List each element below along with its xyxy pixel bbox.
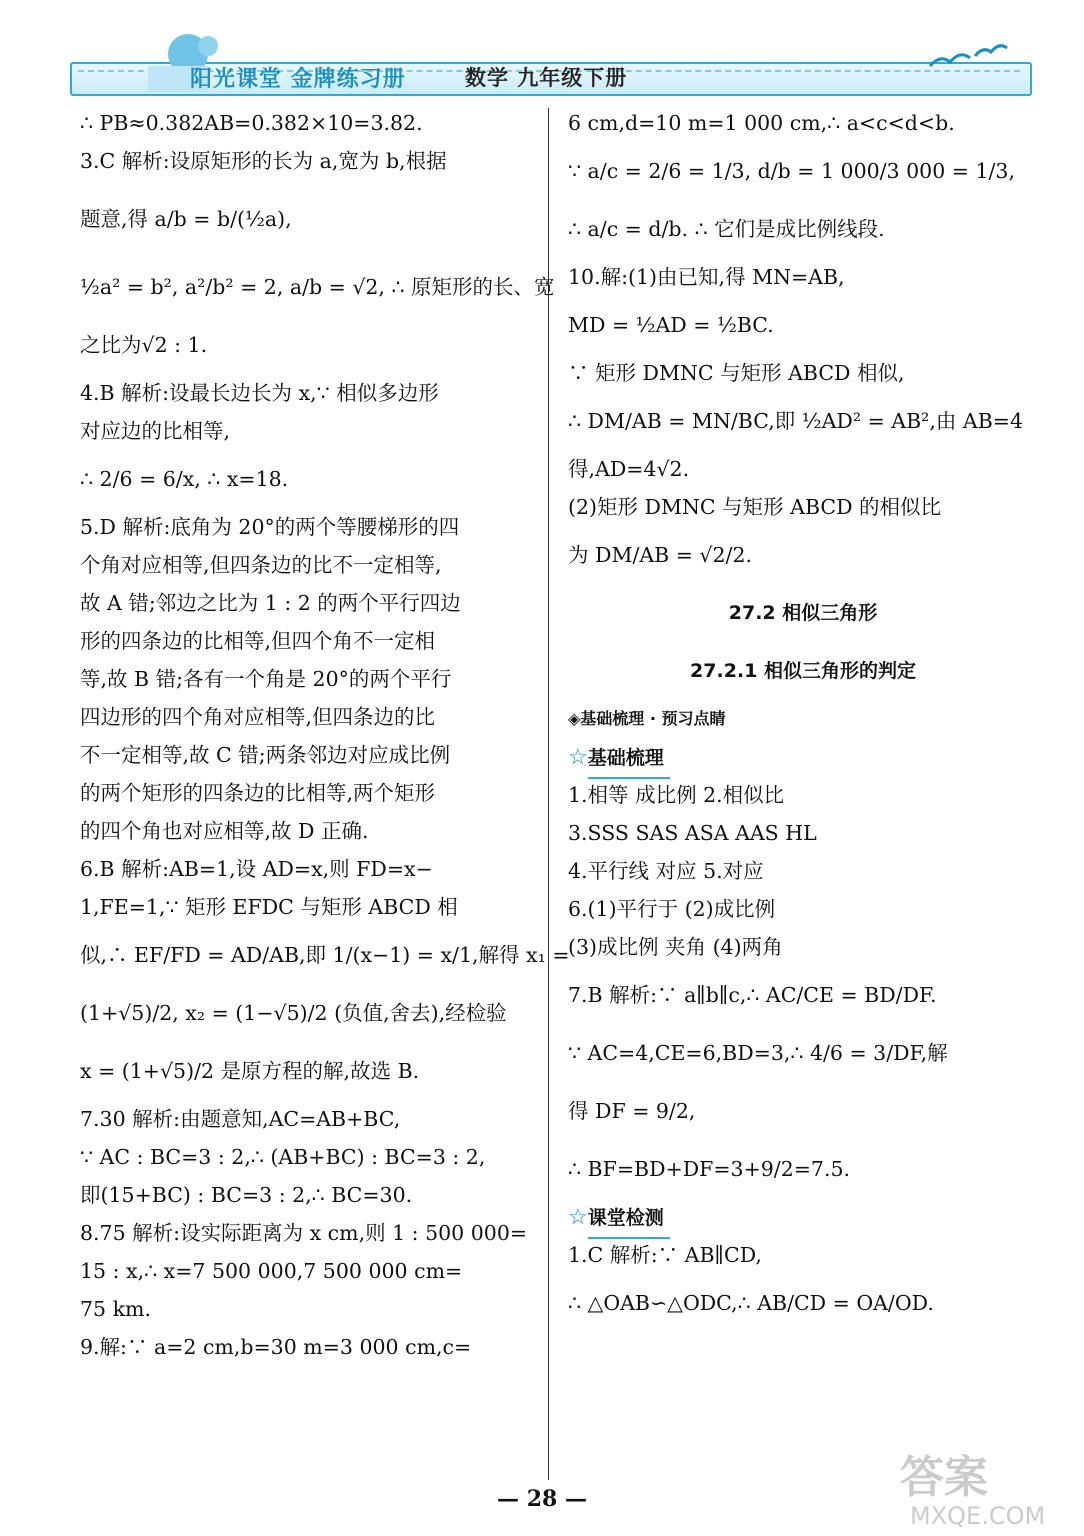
text-line: ∵ 矩形 DMNC 与矩形 ABCD 相似, (568, 361, 905, 385)
text-line: 的两个矩形的四条边的比相等,两个矩形 (80, 781, 436, 805)
text-line: 之比为√2 : 1. (80, 333, 208, 357)
text-line: 6.B 解析:AB=1,设 AD=x,则 FD=x− (80, 857, 433, 881)
text-line: 15 : x,∴ x=7 500 000,7 500 000 cm= (80, 1259, 463, 1283)
text-line: 6 cm,d=10 m=1 000 cm,∴ a<c<d<b. (568, 111, 955, 135)
text-line: (3)成比例 夹角 (4)两角 (568, 935, 783, 959)
text-line: ½a² = b², a²/b² = 2, a/b = √2, ∴ 原矩形的长、宽 (80, 275, 555, 299)
text-line: ∴ BF=BD+DF=3+9/2=7.5. (568, 1157, 851, 1181)
star-icon: ☆ (568, 1205, 588, 1230)
text-line: 75 km. (80, 1297, 151, 1321)
text-line: 8.75 解析:设实际距离为 x cm,则 1 : 500 000= (80, 1221, 528, 1245)
tag-line: ◈基础梳理 · 预习点睛 (568, 709, 726, 728)
basics-badge-row (568, 738, 1038, 776)
text-line: 等,故 B 错;各有一个角是 20°的两个平行 (80, 667, 452, 691)
text-line: 1,FE=1,∵ 矩形 EFDC 与矩形 ABCD 相 (80, 895, 458, 919)
svg-text:答案: 答案 (900, 1452, 988, 1503)
text-line: 4.平行线 对应 5.对应 (568, 859, 764, 883)
text-line: 7.30 解析:由题意知,AC=AB+BC, (80, 1107, 401, 1131)
text-line: ∴ DM/AB = MN/BC,即 ½AD² = AB²,由 AB=4 (568, 409, 1023, 433)
text-line: x = (1+√5)/2 是原方程的解,故选 B. (80, 1059, 420, 1083)
text-line: 1.C 解析:∵ AB∥CD, (568, 1243, 762, 1267)
text-line: ∴ 2/6 = 6/x, ∴ x=18. (80, 467, 289, 491)
text-line: 5.D 解析:底角为 20°的两个等腰梯形的四 (80, 515, 460, 539)
text-line: 4.B 解析:设最长边长为 x,∵ 相似多边形 (80, 381, 439, 405)
text-line: MD = ½AD = ½BC. (568, 313, 774, 337)
header-subtitle: 数学 九年级下册 (465, 66, 628, 90)
watermark-logo (890, 1440, 1080, 1532)
check-badge: 课堂检测 (588, 1199, 670, 1239)
text-line: 7.B 解析:∵ a∥b∥c,∴ AC/CE = BD/DF. (568, 983, 937, 1007)
text-line: 为 DM/AB = √2/2. (568, 543, 752, 567)
svg-text:MXQE.COM: MXQE.COM (910, 1502, 1046, 1530)
text-line: 3.C 解析:设原矩形的长为 a,宽为 b,根据 (80, 149, 447, 173)
text-line: ∵ AC : BC=3 : 2,∴ (AB+BC) : BC=3 : 2, (80, 1145, 486, 1169)
text-line: 形的四条边的比相等,但四个角不一定相 (80, 629, 436, 653)
text-line: 得 DF = 9/2, (568, 1099, 696, 1123)
section-title: 27.2 相似三角形 (728, 602, 878, 624)
left-column (80, 104, 570, 1366)
text-line: 3.SSS SAS ASA AAS HL (568, 821, 817, 845)
text-line: 似,∴ EF/FD = AD/AB,即 1/(x−1) = x/1,解得 x₁ = (80, 943, 570, 967)
text-line: 即(15+BC) : BC=3 : 2,∴ BC=30. (80, 1183, 413, 1207)
text-line: 9.解:∵ a=2 cm,b=30 m=3 000 cm,c= (80, 1335, 472, 1359)
text-line: (1+√5)/2, x₂ = (1−√5)/2 (负值,舍去),经检验 (80, 1001, 507, 1025)
text-line: 个角对应相等,但四条边的比不一定相等, (80, 553, 442, 577)
text-line: ∵ a/c = 2/6 = 1/3, d/b = 1 000/3 000 = 1/3, (568, 159, 1015, 183)
text-line: ∵ AC=4,CE=6,BD=3,∴ 4/6 = 3/DF,解 (568, 1041, 948, 1065)
page-header (70, 54, 1030, 96)
text-line: ∴ PB≈0.382AB=0.382×10=3.82. (80, 111, 423, 135)
check-badge-row (568, 1198, 1038, 1236)
text-line: ∴ △OAB∽△ODC,∴ AB/CD = OA/OD. (568, 1291, 934, 1315)
text-line: 10.解:(1)由已知,得 MN=AB, (568, 265, 845, 289)
text-line: 的四个角也对应相等,故 D 正确. (80, 819, 369, 843)
right-column (568, 104, 1038, 1332)
header-title: 阳光课堂 金牌练习册 (190, 67, 406, 92)
page-number: — 28 — (497, 1486, 587, 1512)
text-line: 题意,得 a/b = b/(½a), (80, 207, 292, 231)
text-line: 1.相等 成比例 2.相似比 (568, 783, 785, 807)
basics-badge: 基础梳理 (588, 739, 670, 779)
text-line: 对应边的比相等, (80, 419, 231, 443)
text-line: (2)矩形 DMNC 与矩形 ABCD 的相似比 (568, 495, 942, 519)
text-line: 不一定相等,故 C 错;两条邻边对应成比例 (80, 743, 451, 767)
text-line: ∴ a/c = d/b. ∴ 它们是成比例线段. (568, 217, 885, 241)
text-line: 四边形的四个角对应相等,但四条边的比 (80, 705, 436, 729)
birds-icon (925, 36, 1015, 76)
text-line: 6.(1)平行于 (2)成比例 (568, 897, 776, 921)
column-divider (548, 108, 549, 1480)
text-line: 故 A 错;邻边之比为 1 : 2 的两个平行四边 (80, 591, 461, 615)
star-icon: ☆ (568, 745, 588, 770)
text-line: 得,AD=4√2. (568, 457, 690, 481)
subsection-title: 27.2.1 相似三角形的判定 (690, 660, 916, 682)
